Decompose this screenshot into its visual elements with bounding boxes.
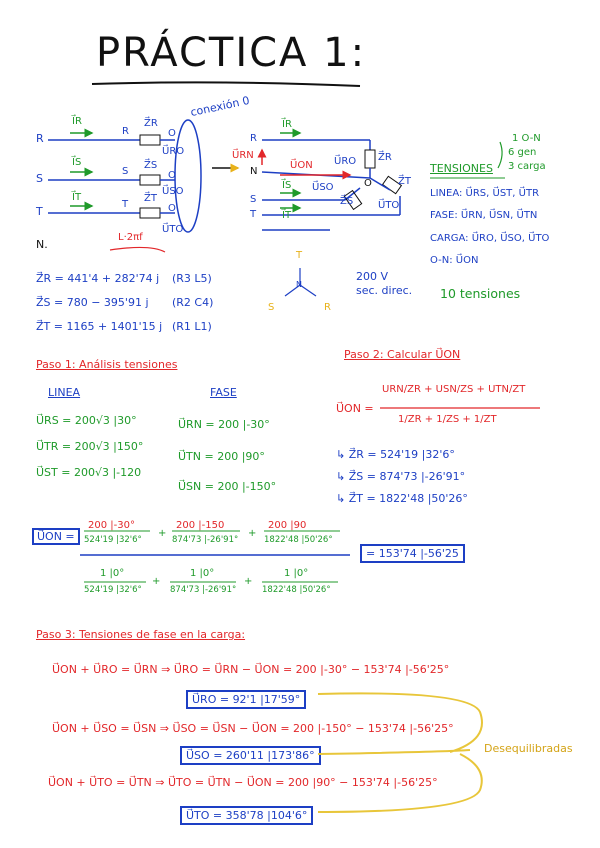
rc-impedance-zs: Z⃗S bbox=[340, 196, 354, 207]
uon-calc-plus1: + bbox=[158, 528, 167, 539]
node-o2: O bbox=[168, 170, 176, 181]
rc-current-ir: I⃗R bbox=[282, 119, 292, 130]
rc-voltage-uro: U⃗RO bbox=[334, 156, 357, 167]
paso2-zs: ↳ Z⃗S = 874'73 |-26'91° bbox=[336, 470, 466, 483]
paso1-linea-3: U⃗ST = 200√3 |-120 bbox=[36, 466, 142, 479]
node-s: S bbox=[36, 172, 43, 185]
paso2-numerator: URN/ZR + USN/ZS + UTN/ZT bbox=[382, 384, 526, 395]
node-o1: O bbox=[168, 128, 176, 139]
paso2-zr: ↳ Z⃗R = 524'19 |32'6° bbox=[336, 448, 455, 461]
paso1-fase-3: U⃗SN = 200 |-150° bbox=[178, 480, 277, 493]
current-ir: I⃗R bbox=[72, 116, 82, 127]
paso1-linea-1: U⃗RS = 200√3 |30° bbox=[36, 414, 137, 427]
impedance-zt: Z⃗T bbox=[144, 193, 157, 204]
supply-seq: sec. direc. bbox=[356, 284, 413, 297]
paso1-title: Paso 1: Análisis tensiones bbox=[36, 358, 178, 371]
node-t2: T bbox=[122, 199, 129, 210]
uon-calc-e3: 1822'48 |50'26° bbox=[262, 585, 331, 595]
rc-voltage-uon: U⃗ON bbox=[290, 160, 313, 171]
impedance-note: L·2πf bbox=[118, 232, 143, 243]
brace-note-1: 1 O-N bbox=[512, 133, 541, 144]
paso1-fase-header: FASE bbox=[210, 386, 237, 399]
triangle-r: R bbox=[324, 302, 331, 313]
rc-node-r: R bbox=[250, 133, 257, 144]
node-r: R bbox=[36, 132, 44, 145]
paso2-title: Paso 2: Calcular U⃗ON bbox=[344, 348, 461, 361]
triangle-t: T bbox=[296, 250, 303, 261]
impedance-zr-note: (R3 L5) bbox=[172, 272, 212, 285]
uon-calc-e2: 874'73 |-26'91° bbox=[170, 585, 237, 595]
voltage-uso: U⃗SO bbox=[162, 186, 184, 197]
impedance-zs: Z⃗S bbox=[144, 160, 158, 171]
node-t: T bbox=[36, 205, 43, 218]
triangle-s: S bbox=[268, 302, 275, 313]
page-title: PRÁCTICA 1: bbox=[96, 30, 367, 76]
node-o3: O bbox=[168, 203, 176, 214]
uon-calc-n2: 200 |-150 bbox=[176, 520, 225, 531]
uon-calc-d1: 524'19 |32'6° bbox=[84, 535, 142, 545]
impedance-zt-value: Z⃗T = 1165 + 1401'15 j bbox=[36, 320, 163, 333]
rc-node-o: O bbox=[364, 178, 372, 189]
rc-current-it: I⃗T bbox=[282, 210, 292, 221]
paso3-t-equation: U⃗ON + U⃗TO = U⃗TN ⇒ U⃗TO = U⃗TN − U⃗ON = 200 |90° − 153'74 |-56'25° bbox=[48, 776, 438, 789]
uon-calc-n1: 200 |-30° bbox=[88, 520, 135, 531]
uon-calc-e1: 524'19 |32'6° bbox=[84, 585, 142, 595]
rc-voltage-urn: U⃗RN bbox=[232, 150, 254, 161]
impedance-zs-note: (R2 C4) bbox=[172, 296, 214, 309]
voltage-uro: U⃗RO bbox=[162, 146, 185, 157]
tensiones-header: TENSIONES bbox=[430, 162, 493, 175]
impedance-zs-value: Z⃗S = 780 − 395'91 j bbox=[36, 296, 149, 309]
paso1-linea-2: U⃗TR = 200√3 |150° bbox=[36, 440, 144, 453]
paso3-s-equation: U⃗ON + U⃗SO = U⃗SN ⇒ U⃗SO = U⃗SN − U⃗ON = 200 |-150° − 153'74 |-56'25° bbox=[52, 722, 454, 735]
uon-calc-n3: 200 |90 bbox=[268, 520, 307, 531]
node-n: N. bbox=[36, 238, 48, 251]
rc-voltage-uto: U⃗TO bbox=[378, 200, 400, 211]
desequilibradas-label: Desequilibradas bbox=[484, 742, 573, 755]
uon-calc-m2: 1 |0° bbox=[190, 568, 215, 579]
impedance-zr-value: Z⃗R = 441'4 + 282'74 j bbox=[36, 272, 160, 285]
triangle-n: N bbox=[296, 280, 302, 289]
uon-calc-d3: 1822'48 |50'26° bbox=[264, 535, 333, 545]
brace-note-2: 6 gen bbox=[508, 147, 537, 158]
supply-voltage: 200 V bbox=[356, 270, 389, 283]
tensiones-linea: LINEA: U⃗RS, U⃗ST, U⃗TR bbox=[430, 188, 540, 199]
node-s2: S bbox=[122, 166, 129, 177]
tensiones-carga: CARGA: U⃗RO, U⃗SO, U⃗TO bbox=[430, 233, 550, 244]
rc-current-is: I⃗S bbox=[282, 180, 292, 191]
rc-voltage-uso: U⃗SO bbox=[312, 182, 334, 193]
current-it: I⃗T bbox=[72, 192, 82, 203]
rc-impedance-zr: Z⃗R bbox=[378, 152, 392, 163]
uon-calc-plus2: + bbox=[248, 528, 257, 539]
conexion-label: conexión 0 bbox=[189, 93, 251, 120]
paso3-r-equation: U⃗ON + U⃗RO = U⃗RN ⇒ U⃗RO = U⃗RN − U⃗ON = 200 |-30° − 153'74 |-56'25° bbox=[52, 663, 450, 676]
uon-calc-m3: 1 |0° bbox=[284, 568, 309, 579]
uon-calc-d2: 874'73 |-26'91° bbox=[172, 535, 239, 545]
tensiones-on: O-N: U⃗ON bbox=[430, 255, 479, 266]
uon-calc-result: = 153'74 |-56'25 bbox=[360, 544, 465, 563]
rc-node-n: N bbox=[250, 166, 258, 177]
impedance-zt-note: (R1 L1) bbox=[172, 320, 212, 333]
paso2-lhs: U⃗ON = bbox=[336, 402, 374, 415]
paso3-s-result: U⃗SO = 260'11 |173'86° bbox=[180, 746, 321, 765]
paso3-t-result: U⃗TO = 358'78 |104'6° bbox=[180, 806, 313, 825]
brace-note-3: 3 carga bbox=[508, 161, 546, 172]
uon-calc-plus3: + bbox=[152, 576, 161, 587]
uon-calc-lhs: U⃗ON = bbox=[32, 528, 80, 545]
rc-impedance-zt: Z⃗T bbox=[398, 176, 411, 187]
paso1-linea-header: LINEA bbox=[48, 386, 81, 399]
uon-calc-plus4: + bbox=[244, 576, 253, 587]
paso2-zt: ↳ Z⃗T = 1822'48 |50'26° bbox=[336, 492, 468, 505]
paso2-denominator: 1/ZR + 1/ZS + 1/ZT bbox=[398, 414, 497, 425]
rc-node-t: T bbox=[250, 209, 257, 220]
paso1-fase-2: U⃗TN = 200 |90° bbox=[178, 450, 265, 463]
uon-calc-m1: 1 |0° bbox=[100, 568, 125, 579]
node-r2: R bbox=[122, 126, 129, 137]
paso3-r-result: U⃗RO = 92'1 |17'59° bbox=[186, 690, 306, 709]
tensiones-fase: FASE: U⃗RN, U⃗SN, U⃗TN bbox=[430, 210, 538, 221]
voltage-uto: U⃗TO bbox=[162, 224, 184, 235]
rc-node-s: S bbox=[250, 194, 257, 205]
paso1-fase-1: U⃗RN = 200 |-30° bbox=[178, 418, 270, 431]
paso3-title: Paso 3: Tensiones de fase en la carga: bbox=[36, 628, 246, 641]
tensiones-total: 10 tensiones bbox=[440, 286, 521, 301]
current-is: I⃗S bbox=[72, 157, 82, 168]
impedance-zr: Z⃗R bbox=[144, 118, 158, 129]
